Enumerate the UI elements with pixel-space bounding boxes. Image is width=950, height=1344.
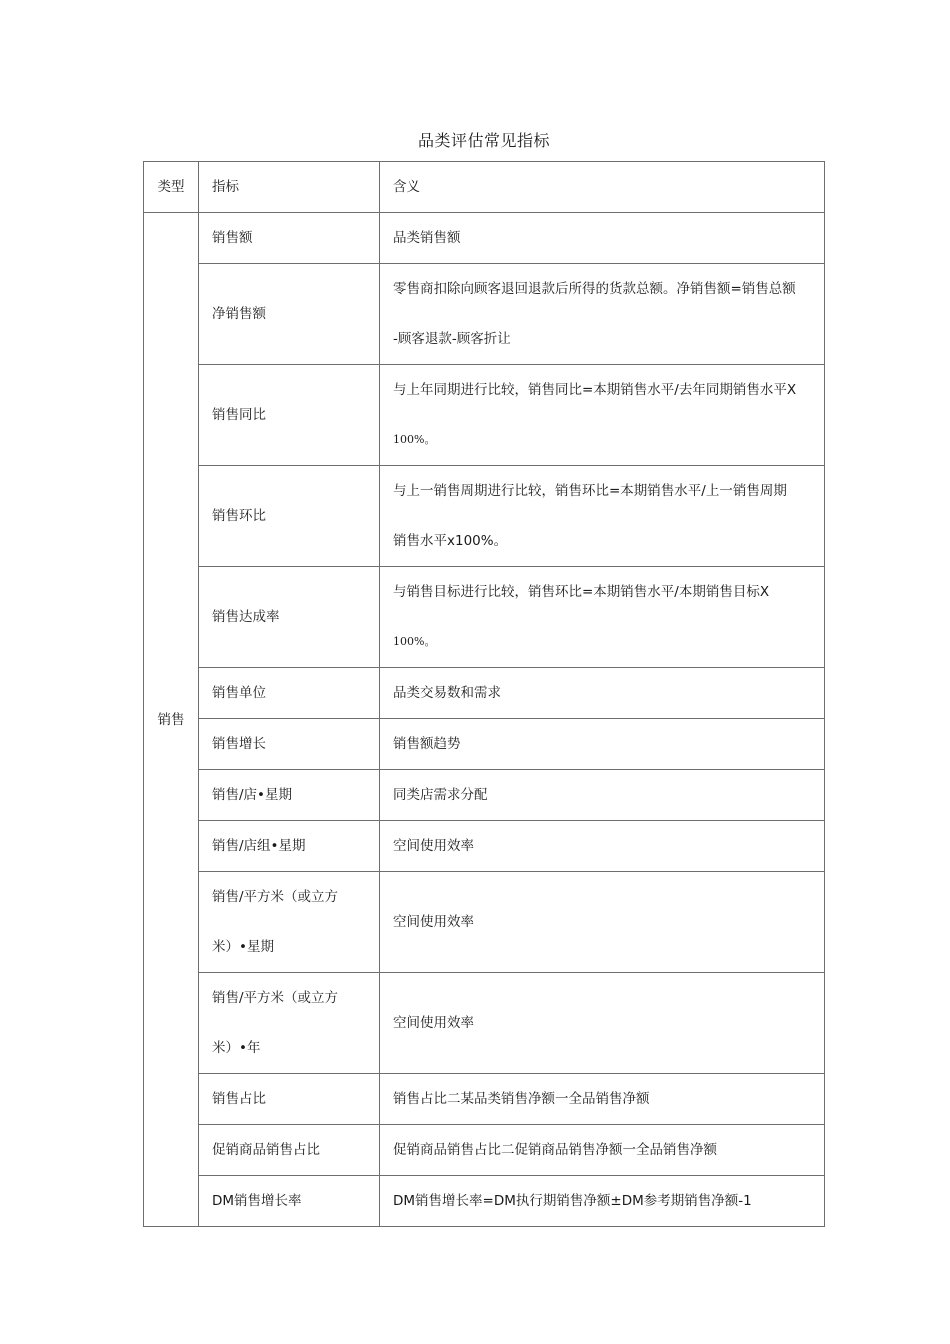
meaning-cell — [380, 872, 825, 973]
meaning-cell — [380, 264, 825, 365]
table-row — [144, 1176, 825, 1227]
meaning-text: 空间使用效率 — [393, 838, 474, 854]
indicator-cell — [199, 719, 380, 770]
table-row — [144, 213, 825, 264]
table-row — [144, 668, 825, 719]
meaning-cell — [380, 365, 825, 466]
meaning-cell — [380, 1074, 825, 1125]
meaning-text: 销售水平x100%。 — [393, 533, 508, 549]
meaning-cell — [380, 821, 825, 872]
indicator-cell — [199, 264, 380, 365]
meaning-text: 销售占比二某品类销售净额一全品销售净额 — [393, 1091, 650, 1107]
table-row — [144, 821, 825, 872]
table-row — [144, 872, 825, 973]
meaning-text: 100%。 — [393, 635, 436, 648]
meaning-text: 与销售目标进行比较，销售环比=本期销售水平/本期销售目标X — [393, 584, 770, 600]
header-indicator: 指标 — [199, 162, 380, 213]
header-meaning: 含义 — [380, 162, 825, 213]
meaning-cell — [380, 567, 825, 668]
meaning-cell — [380, 1125, 825, 1176]
indicator-text: 销售/平方米（或立方 — [212, 889, 339, 905]
indicator-cell — [199, 1074, 380, 1125]
meaning-text: 空间使用效率 — [393, 914, 474, 930]
indicator-text: 销售同比 — [212, 407, 266, 423]
indicator-cell — [199, 770, 380, 821]
meaning-cell — [380, 770, 825, 821]
table-row — [144, 466, 825, 567]
table-row — [144, 264, 825, 365]
meaning-text: 100%。 — [393, 433, 436, 446]
meaning-text: 品类销售额 — [393, 230, 461, 246]
meaning-text: 与上一销售周期进行比较，销售环比=本期销售水平/上一销售周期 — [393, 483, 787, 499]
table-row — [144, 567, 825, 668]
meaning-text: 零售商扣除向顾客退回退款后所得的货款总额。净销售额=销售总额 — [393, 281, 796, 297]
meaning-text: 品类交易数和需求 — [393, 685, 501, 701]
indicator-text: 销售占比 — [212, 1091, 266, 1107]
indicator-text: 销售达成率 — [212, 609, 280, 625]
table-row — [144, 1125, 825, 1176]
table-row — [144, 770, 825, 821]
meaning-text: -顾客退款-顾客折让 — [393, 331, 511, 347]
meaning-text: 销售额趋势 — [393, 736, 461, 752]
header-type: 类型 — [144, 162, 199, 213]
indicator-cell — [199, 213, 380, 264]
indicator-cell — [199, 1176, 380, 1227]
indicator-text: 米）•星期 — [212, 939, 274, 955]
table-row — [144, 719, 825, 770]
indicator-text: 销售增长 — [212, 736, 266, 752]
indicator-cell — [199, 872, 380, 973]
indicator-cell — [199, 973, 380, 1074]
meaning-text: 促销商品销售占比二促销商品销售净额一全品销售净额 — [393, 1142, 717, 1158]
meaning-text: 同类店需求分配 — [393, 787, 488, 803]
indicator-cell — [199, 567, 380, 668]
indicator-cell — [199, 1125, 380, 1176]
meaning-text: 与上年同期进行比较，销售同比=本期销售水平/去年同期销售水平X — [393, 382, 797, 398]
meaning-cell — [380, 719, 825, 770]
indicator-cell — [199, 365, 380, 466]
indicator-text: 销售环比 — [212, 508, 266, 524]
table-row — [144, 973, 825, 1074]
table-header-row — [144, 162, 825, 213]
indicator-text: 促销商品销售占比 — [212, 1142, 320, 1158]
meaning-cell — [380, 973, 825, 1074]
meaning-cell — [380, 466, 825, 567]
indicator-text: 销售/店•星期 — [212, 787, 293, 803]
category-cell: 销售 — [144, 213, 199, 1227]
meaning-text: DM销售增长率=DM执行期销售净额±DM参考期销售净额-1 — [393, 1193, 752, 1209]
indicator-cell — [199, 821, 380, 872]
table-row — [144, 365, 825, 466]
indicator-text: 米）•年 — [212, 1040, 261, 1056]
meaning-cell — [380, 213, 825, 264]
meaning-cell — [380, 1176, 825, 1227]
page-title: 品类评估常见指标 — [417, 131, 550, 150]
meaning-text: 空间使用效率 — [393, 1015, 474, 1031]
meaning-cell — [380, 668, 825, 719]
metrics-table — [143, 161, 825, 1227]
indicator-text: 净销售额 — [212, 306, 266, 322]
indicator-cell — [199, 668, 380, 719]
table-row — [144, 1074, 825, 1125]
indicator-text: 销售/店组•星期 — [212, 838, 306, 854]
metrics-table-body — [144, 162, 825, 1227]
indicator-text: 销售/平方米（或立方 — [212, 990, 339, 1006]
indicator-cell — [199, 466, 380, 567]
indicator-text: DM销售增长率 — [212, 1193, 302, 1209]
indicator-text: 销售单位 — [212, 685, 266, 701]
indicator-text: 销售额 — [212, 230, 253, 246]
